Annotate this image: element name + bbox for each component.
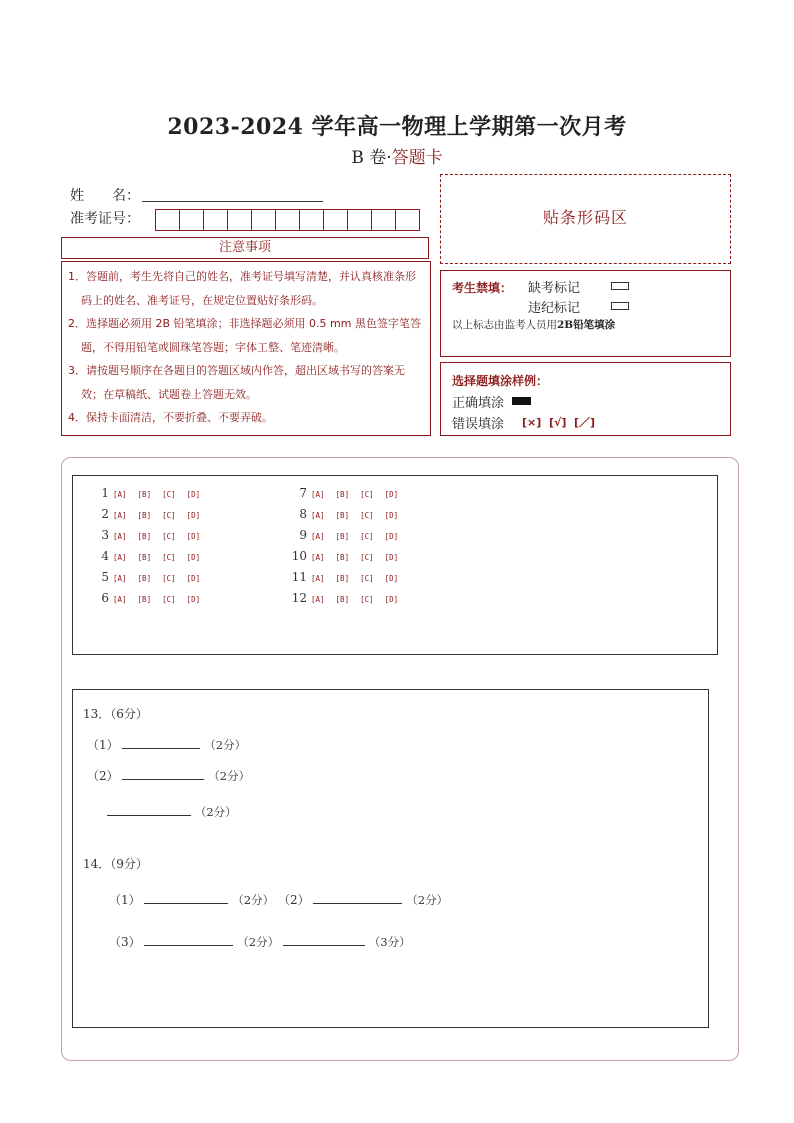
question-number: 12: [291, 591, 307, 605]
q13-p1-points: （2分）: [204, 738, 247, 752]
option-bubble[interactable]: [D]: [186, 511, 201, 520]
q13-head: 13．（6分）: [83, 707, 148, 721]
ban-label: 考生禁填：: [452, 281, 513, 295]
option-bubble[interactable]: [D]: [186, 532, 201, 541]
option-bubble[interactable]: [A]: [113, 595, 127, 604]
choice-row: [287, 589, 409, 607]
option-bubble[interactable]: [D]: [384, 490, 399, 499]
wrong-mark: [／]: [574, 416, 596, 429]
option-bubble[interactable]: [A]: [113, 532, 127, 541]
question-number: 2: [101, 507, 109, 521]
q14-p1-label: （1）: [109, 893, 141, 907]
barcode-area: 贴条形码区: [440, 174, 731, 264]
option-bubble[interactable]: [B]: [335, 595, 350, 604]
option-bubble[interactable]: [A]: [311, 532, 325, 541]
option-bubble[interactable]: [B]: [137, 553, 152, 562]
option-bubble[interactable]: [B]: [335, 511, 350, 520]
id-digit-box[interactable]: [251, 209, 276, 231]
question-number: 6: [101, 591, 109, 605]
choice-row: [89, 505, 211, 523]
violation-mark-box[interactable]: [611, 302, 629, 310]
option-bubble[interactable]: [D]: [186, 574, 201, 583]
id-label: 准考证号：: [70, 211, 140, 227]
candidate-restricted-box: [440, 270, 731, 357]
id-digit-box[interactable]: [179, 209, 204, 231]
id-digit-box[interactable]: [347, 209, 372, 231]
option-bubble[interactable]: [C]: [162, 490, 176, 499]
question-number: 3: [101, 528, 109, 542]
q13-part2: [87, 767, 250, 784]
option-bubble[interactable]: [C]: [360, 574, 374, 583]
subtitle-main: 答题卡: [391, 148, 443, 168]
option-bubble[interactable]: [B]: [137, 511, 152, 520]
q14-p4-blank[interactable]: [283, 933, 365, 946]
option-bubble[interactable]: [A]: [311, 553, 325, 562]
id-digit-box[interactable]: [203, 209, 228, 231]
q14-p3-blank[interactable]: [144, 933, 233, 946]
question-number: 4: [101, 549, 109, 563]
q14-p2-points: （2分）: [406, 893, 449, 907]
option-bubble[interactable]: [C]: [360, 532, 374, 541]
choice-row: [287, 505, 409, 523]
option-bubble[interactable]: [B]: [137, 574, 152, 583]
id-digit-box[interactable]: [155, 209, 180, 231]
question-number: 1: [101, 486, 109, 500]
q14-p2-label: （2）: [277, 893, 310, 907]
choice-row: [287, 568, 409, 586]
correct-fill-label: 正确填涂: [452, 396, 505, 411]
notice-item: 3．请按题号顺序在各题目的答题区域内作答，超出区域书写的答案无效；在草稿纸、试题卷上答题无效。: [68, 364, 405, 401]
option-bubble[interactable]: [C]: [360, 511, 374, 520]
q14-p1-blank[interactable]: [144, 891, 228, 904]
id-digit-box[interactable]: [227, 209, 252, 231]
question-number: 11: [291, 570, 307, 584]
subtitle-prefix: B 卷·: [351, 148, 392, 168]
choice-row: [89, 568, 211, 586]
option-bubble[interactable]: [C]: [360, 595, 374, 604]
wrong-fill-samples: [522, 414, 595, 430]
choice-row: [89, 526, 211, 544]
q14-p3-points: （2分）: [237, 935, 280, 949]
choice-row: [287, 526, 409, 544]
question-number: 9: [299, 528, 307, 542]
question-number: 5: [101, 570, 109, 584]
absent-mark-box[interactable]: [611, 282, 629, 290]
q13-p2-points: （2分）: [208, 769, 251, 783]
option-bubble[interactable]: [B]: [335, 553, 350, 562]
notice-box: [61, 261, 431, 436]
q13-part3: [107, 803, 237, 820]
option-bubble[interactable]: [C]: [360, 490, 374, 499]
option-bubble[interactable]: [D]: [384, 574, 399, 583]
page-title: 2023-2024 学年高一物理上学期第一次月考: [167, 114, 627, 140]
ban-note: [452, 317, 615, 332]
option-bubble[interactable]: [A]: [311, 490, 325, 499]
q14-p1-points: （2分）: [232, 893, 275, 907]
option-bubble[interactable]: [C]: [162, 553, 176, 562]
q13-part1: [87, 736, 246, 753]
option-bubble[interactable]: [B]: [335, 532, 350, 541]
correct-fill-sample: [512, 397, 531, 405]
option-bubble[interactable]: [A]: [113, 511, 127, 520]
notice-item: 2．选择题必须用 2B 铅笔填涂；非选择题必须用 0.5 mm 黑色签字笔答题，不得用铅笔或圆珠笔答题；字体工整、笔迹清晰。: [68, 317, 421, 354]
choice-row: [287, 484, 409, 502]
question-number: 8: [299, 507, 307, 521]
q14-p3-label: （3）: [109, 935, 141, 949]
option-bubble[interactable]: [D]: [384, 511, 399, 520]
option-bubble[interactable]: [A]: [311, 595, 325, 604]
choice-row: [89, 547, 211, 565]
option-bubble[interactable]: [D]: [384, 595, 399, 604]
option-bubble[interactable]: [A]: [311, 511, 325, 520]
name-label: 姓 名：: [70, 188, 140, 204]
violation-mark-label: 违纪标记: [528, 301, 581, 316]
option-bubble[interactable]: [C]: [162, 595, 176, 604]
q13-p1-blank[interactable]: [122, 736, 200, 749]
option-bubble[interactable]: [D]: [186, 490, 201, 499]
name-field[interactable]: [142, 201, 323, 202]
ban-note-suffix: 铅笔填涂: [573, 319, 616, 331]
option-bubble[interactable]: [A]: [113, 553, 127, 562]
option-bubble[interactable]: [C]: [162, 574, 176, 583]
option-bubble[interactable]: [D]: [384, 553, 399, 562]
option-bubble[interactable]: [B]: [335, 574, 350, 583]
option-bubble[interactable]: [A]: [311, 574, 325, 583]
q14-p2-blank[interactable]: [313, 891, 402, 904]
id-digit-box[interactable]: [395, 209, 420, 231]
choice-row: [89, 589, 211, 607]
option-bubble[interactable]: [D]: [186, 595, 201, 604]
id-digit-box[interactable]: [371, 209, 396, 231]
q14-row1: [109, 891, 448, 908]
option-bubble[interactable]: [A]: [113, 574, 127, 583]
notice-item: 1．答题前，考生先将自己的姓名，准考证号填写清楚，并认真核准条形码上的姓名、准考证号，在规定位置贴好条形码。: [68, 270, 416, 307]
option-bubble[interactable]: [C]: [162, 511, 176, 520]
q14-head: 14．（9分）: [83, 857, 148, 871]
notice-title: 注意事项: [61, 237, 429, 259]
choice-row: [287, 547, 409, 565]
id-digit-box[interactable]: [299, 209, 324, 231]
id-digit-box[interactable]: [275, 209, 300, 231]
ban-note-bold: 2B: [557, 319, 574, 331]
q13-p2-label: （2）: [87, 769, 119, 783]
absent-mark-label: 缺考标记: [528, 281, 581, 296]
q13-p2-blank[interactable]: [122, 767, 204, 780]
option-bubble[interactable]: [C]: [162, 532, 176, 541]
fill-in-answer-box: [72, 689, 709, 1028]
q14-p4-points: （3分）: [368, 935, 411, 949]
option-bubble[interactable]: [B]: [137, 595, 152, 604]
q14-row2: [109, 933, 411, 950]
option-bubble[interactable]: [C]: [360, 553, 374, 562]
question-number: 7: [299, 486, 307, 500]
wrong-mark: [√]: [548, 416, 567, 429]
multiple-choice-box: [72, 475, 718, 655]
choice-row: [89, 484, 211, 502]
option-bubble[interactable]: [A]: [113, 490, 127, 499]
page-subtitle: [0, 143, 794, 168]
question-number: 10: [291, 549, 307, 563]
fill-example-box: [440, 362, 731, 436]
option-bubble[interactable]: [D]: [186, 553, 201, 562]
wrong-fill-label: 错误填涂: [452, 417, 505, 432]
ban-note-prefix: 以上标志由监考人员用: [452, 319, 557, 331]
option-bubble[interactable]: [B]: [137, 490, 152, 499]
wrong-mark: [×]: [522, 416, 542, 429]
id-digit-box[interactable]: [323, 209, 348, 231]
example-title: 选择题填涂样例：: [452, 374, 549, 388]
q13-p3-points: （2分）: [194, 805, 237, 819]
option-bubble[interactable]: [B]: [335, 490, 350, 499]
option-bubble[interactable]: [D]: [384, 532, 399, 541]
q13-p3-blank[interactable]: [107, 803, 191, 816]
q13-p1-label: （1）: [87, 738, 119, 752]
notice-item: 4．保持卡面清洁，不要折叠、不要弄破。: [68, 411, 273, 424]
option-bubble[interactable]: [B]: [137, 532, 152, 541]
